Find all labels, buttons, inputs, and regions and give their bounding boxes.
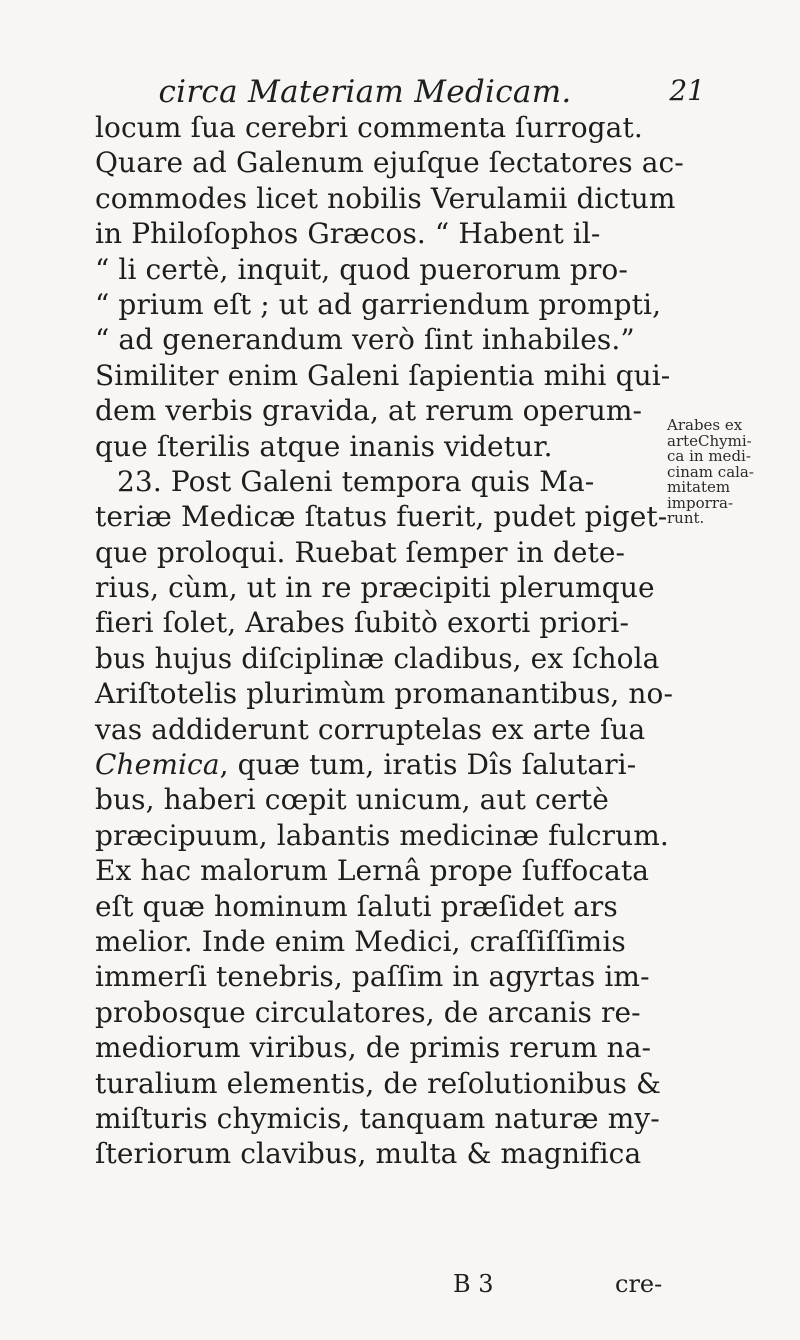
text-line: melior. Inde enim Medici, craſſiſſimis <box>95 924 626 958</box>
text-line: 23. Post Galeni tempora quis Ma- <box>117 464 595 498</box>
text-line: Quare ad Galenum ejuſque ſectatores ac- <box>95 146 684 180</box>
page-header <box>95 74 705 114</box>
text-line: Ex hac malorum Lernâ prope ſuffocata <box>95 854 650 888</box>
text-line: rius, cùm, ut in re præcipiti plerumque <box>95 571 655 605</box>
text-line: præcipuum, labantis medicinæ fulcrum. <box>95 818 669 852</box>
text-line: Chemica, quæ tum, iratis Dîs ſalutari- <box>95 748 637 782</box>
margin-note-line: mitatem <box>667 478 731 496</box>
margin-note-line: ca in medi- <box>667 447 751 465</box>
text-line: probosque circulatores, de arcanis re- <box>95 995 641 1029</box>
page-number: 21 <box>669 74 705 107</box>
text-line: “ li certè, inquit, quod puerorum pro- <box>95 252 628 286</box>
text-line: turalium elementis, de reſolutionibus & <box>95 1066 662 1100</box>
text-line: ſteriorum clavibus, multa & magnifica <box>95 1137 642 1171</box>
margin-note-line: runt. <box>667 509 705 527</box>
margin-note-line: cinam cala- <box>667 462 754 481</box>
text-line: mediorum viribus, de primis rerum na- <box>95 1031 652 1065</box>
text-line: bus, haberi cœpit unicum, aut certè <box>95 783 609 817</box>
text-line: in Philoſophos Græcos. “ Habent il- <box>95 217 601 251</box>
body-text <box>95 110 684 1172</box>
text-line: Ariſtotelis plurimùm promanantibus, no- <box>95 677 674 711</box>
text-line: bus hujus diſciplinæ cladibus, ex ſchola <box>95 641 660 675</box>
margin-note-line: Arabes ex <box>667 416 743 434</box>
catchword: cre- <box>615 1270 663 1298</box>
text-line: dem verbis gravida, at rerum operum- <box>95 394 643 428</box>
running-head: circa Materiam Medicam. <box>158 74 572 110</box>
text-line: commodes licet nobilis Verulamii dictum <box>95 181 676 215</box>
text-line: immerſi tenebris, paſſim in agyrtas im- <box>95 960 650 994</box>
text-line: “ ad generandum verò ſint inhabiles.” <box>95 323 635 357</box>
text-line: “ prium eſt ; ut ad garriendum prompti, <box>95 287 662 321</box>
signature-mark: B 3 <box>453 1270 494 1298</box>
text-line: locum ſua cerebri commenta ſurrogat. <box>95 111 643 144</box>
text-line: teriæ Medicæ ſtatus fuerit, pudet piget- <box>95 500 668 534</box>
margin-note <box>667 418 797 527</box>
text-line: miſturis chymicis, tanquam naturæ my- <box>95 1101 660 1135</box>
text-line: vas addiderunt corruptelas ex arte ſua <box>95 712 646 746</box>
margin-note-line: imporra- <box>667 493 734 512</box>
text-line: que ſterilis atque inanis videtur. <box>95 429 553 463</box>
page-footer <box>95 1270 665 1302</box>
text-line: fieri ſolet, Arabes ſubitò exorti priori- <box>95 606 630 640</box>
text-line: que proloqui. Ruebat ſemper in dete- <box>95 535 626 569</box>
text-line: Similiter enim Galeni ſapientia mihi qui- <box>95 358 671 392</box>
margin-note-line: arteChymi- <box>667 431 752 450</box>
text-line: eſt quæ hominum ſaluti præſidet ars <box>95 889 618 923</box>
